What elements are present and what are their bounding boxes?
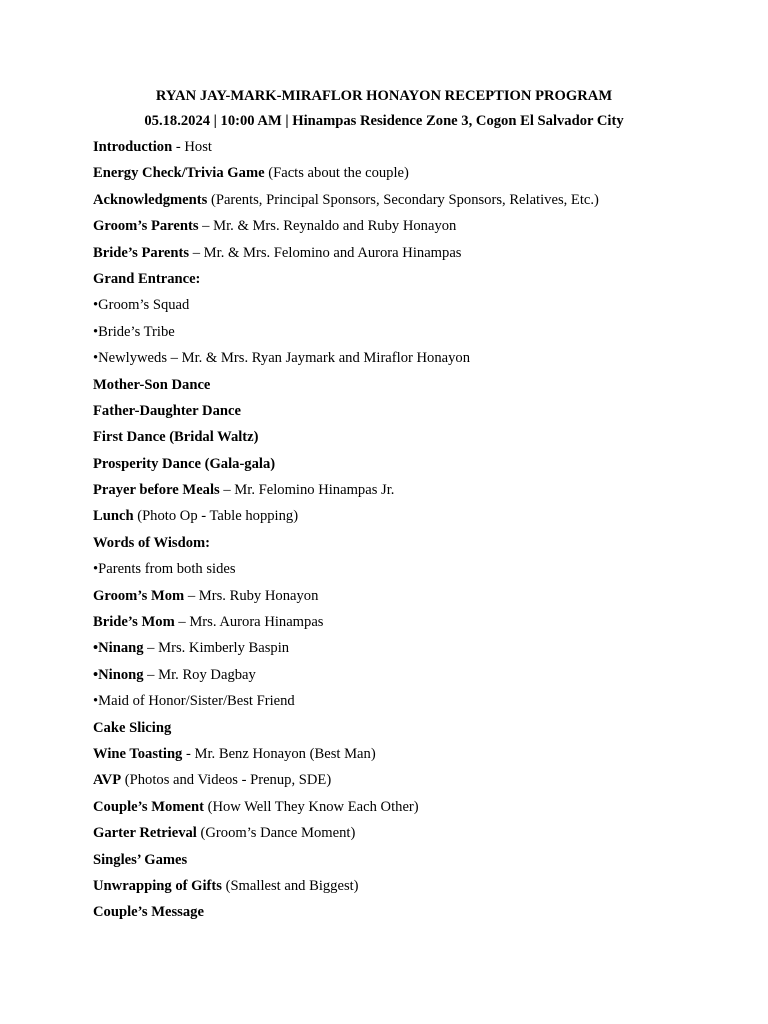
- program-item: [93, 850, 733, 876]
- program-item: [93, 533, 733, 559]
- program-item: [93, 823, 733, 849]
- item-heading: Garter Retrieval: [93, 825, 197, 842]
- program-item: [93, 190, 733, 216]
- item-heading: Grand Entrance:: [93, 270, 201, 287]
- item-detail: •Maid of Honor/Sister/Best Friend: [93, 693, 295, 710]
- program-list: [93, 137, 733, 929]
- item-detail: – Mrs. Kimberly Baspin: [143, 640, 290, 657]
- program-item: [93, 163, 733, 189]
- program-item: [93, 586, 733, 612]
- item-heading: Wine Toasting: [93, 745, 183, 762]
- item-detail: (Photo Op - Table hopping): [133, 508, 299, 525]
- item-heading: Words of Wisdom:: [93, 534, 211, 551]
- program-item: [93, 375, 733, 401]
- program-item: [93, 454, 733, 480]
- item-heading: Prayer before Meals: [93, 482, 220, 499]
- item-heading: Introduction: [93, 139, 173, 155]
- item-detail: (How Well They Know Each Other): [203, 798, 419, 815]
- item-heading: Prosperity Dance (Gala-gala): [93, 455, 276, 472]
- program-item: [93, 348, 733, 374]
- program-item: [93, 718, 733, 744]
- item-detail: – Mr. & Mrs. Felomino and Aurora Hinampas: [189, 244, 462, 261]
- item-heading: Lunch: [93, 508, 134, 525]
- program-item: [93, 612, 733, 638]
- item-heading: •Ninang: [93, 640, 144, 657]
- item-heading: Couple’s Message: [93, 904, 204, 921]
- item-heading: Unwrapping of Gifts: [93, 877, 222, 894]
- item-detail: (Groom’s Dance Moment): [196, 825, 356, 842]
- item-detail: •Parents from both sides: [93, 561, 236, 578]
- program-item: [93, 770, 733, 796]
- item-detail: (Photos and Videos - Prenup, SDE): [121, 772, 332, 789]
- item-detail: – Mr. & Mrs. Reynaldo and Ruby Honayon: [198, 218, 457, 235]
- program-item: [93, 295, 733, 321]
- item-detail: – Mr. Roy Dagbay: [143, 666, 256, 683]
- item-detail: - Mr. Benz Honayon (Best Man): [182, 745, 376, 762]
- program-item: [93, 137, 733, 163]
- program-item: [93, 269, 733, 295]
- item-detail: - Host: [172, 139, 212, 155]
- item-heading: Father-Daughter Dance: [93, 402, 241, 419]
- item-heading: Singles’ Games: [93, 851, 188, 868]
- program-item: [93, 427, 733, 453]
- item-heading: Cake Slicing: [93, 719, 172, 736]
- item-detail: (Smallest and Biggest): [221, 877, 359, 894]
- item-detail: – Mrs. Ruby Honayon: [184, 587, 319, 604]
- program-item: [93, 559, 733, 585]
- program-item: [93, 638, 733, 664]
- item-heading: •Ninong: [93, 666, 144, 683]
- item-detail: (Parents, Principal Sponsors, Secondary Sponsors, Relatives, Etc.): [207, 191, 599, 208]
- item-heading: Energy Check/Trivia Game: [93, 165, 265, 182]
- item-heading: Acknowledgments: [93, 191, 208, 208]
- item-heading: First Dance (Bridal Waltz): [93, 429, 259, 446]
- program-item: [93, 216, 733, 242]
- item-detail: •Newlyweds – Mr. & Mrs. Ryan Jaymark and Miraflor Honayon: [93, 350, 471, 367]
- program-item: [93, 506, 733, 532]
- item-heading: Couple’s Moment: [93, 798, 204, 815]
- item-detail: •Groom’s Squad: [93, 297, 190, 314]
- program-date-venue: 05.18.2024 | 10:00 AM | Hinampas Residence Zone 3, Cogon El Salvador City: [144, 113, 624, 129]
- item-heading: Groom’s Mom: [93, 587, 185, 604]
- item-heading: Mother-Son Dance: [93, 376, 211, 393]
- program-title: RYAN JAY-MARK-MIRAFLOR HONAYON RECEPTION PROGRAM: [155, 88, 613, 104]
- program-item: [93, 691, 733, 717]
- item-detail: – Mr. Felomino Hinampas Jr.: [219, 482, 395, 499]
- program-item: [93, 243, 733, 269]
- item-heading: AVP: [93, 772, 122, 789]
- item-heading: Groom’s Parents: [93, 218, 199, 235]
- program-item: [93, 665, 733, 691]
- item-heading: Bride’s Parents: [93, 244, 190, 261]
- item-detail: – Mrs. Aurora Hinampas: [174, 614, 324, 631]
- program-item: [93, 480, 733, 506]
- program-item: [93, 322, 733, 348]
- item-detail: •Bride’s Tribe: [93, 323, 175, 340]
- program-item: [93, 876, 733, 902]
- program-item: [93, 744, 733, 770]
- program-item: [93, 401, 733, 427]
- program-item: [93, 797, 733, 823]
- item-heading: Bride’s Mom: [93, 614, 175, 631]
- item-detail: (Facts about the couple): [264, 165, 409, 182]
- program-item: [93, 902, 733, 928]
